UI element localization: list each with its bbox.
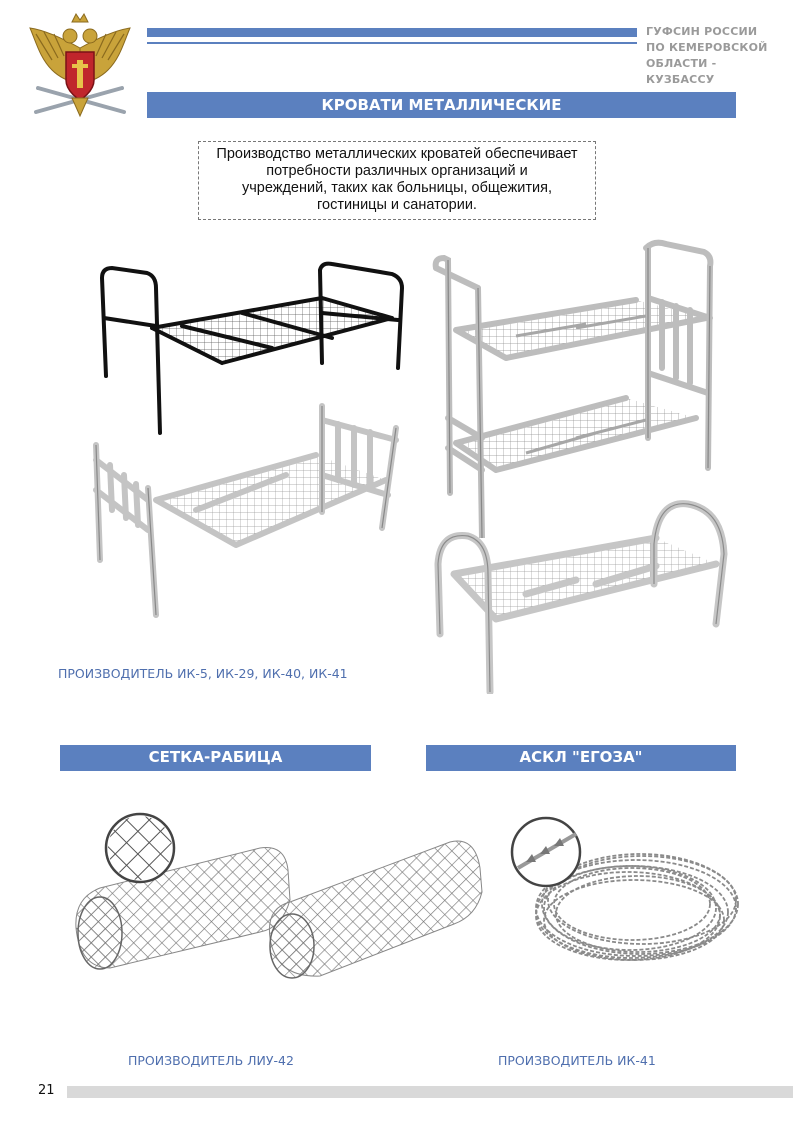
- beds-section-title: КРОВАТИ МЕТАЛЛИЧЕСКИЕ: [147, 92, 736, 118]
- org-name: [646, 24, 786, 88]
- header-bar-thick: [147, 28, 637, 37]
- org-name-line: ПО КЕМЕРОВСКОЙ: [646, 41, 768, 54]
- grey-bed-image: [86, 400, 406, 620]
- footer-bar: [67, 1086, 793, 1098]
- bunk-bed-image: [426, 238, 726, 538]
- mesh-section-title: СЕТКА-РАБИЦА: [60, 745, 371, 771]
- intro-line: гостиницы и санатории.: [317, 197, 477, 213]
- razor-wire-image: [506, 808, 746, 988]
- wire-section-title: АСКЛ "ЕГОЗА": [426, 745, 736, 771]
- wire-producer: ПРОИЗВОДИТЕЛЬ ИК-41: [498, 1053, 656, 1068]
- intro-line: Производство металлических кроватей обеспечивает: [216, 146, 578, 162]
- beds-producer: ПРОИЗВОДИТЕЛЬ ИК-5, ИК-29, ИК-40, ИК-41: [58, 666, 348, 681]
- org-name-line: ОБЛАСТИ - КУЗБАССУ: [646, 57, 717, 86]
- emblem-icon: [22, 8, 138, 124]
- intro-line: учреждений, таких как больницы, общежития,: [241, 180, 553, 196]
- intro-line: потребности различных организаций и: [266, 163, 528, 179]
- mesh-producer: ПРОИЗВОДИТЕЛЬ ЛИУ-42: [128, 1053, 294, 1068]
- page-number: 21: [38, 1083, 55, 1098]
- org-name-line: ГУФСИН РОССИИ: [646, 25, 758, 38]
- arched-bed-image: [426, 494, 746, 694]
- beds-intro-box: [198, 141, 596, 220]
- chain-link-mesh-image: [70, 808, 510, 988]
- header-bar-thin: [147, 42, 637, 44]
